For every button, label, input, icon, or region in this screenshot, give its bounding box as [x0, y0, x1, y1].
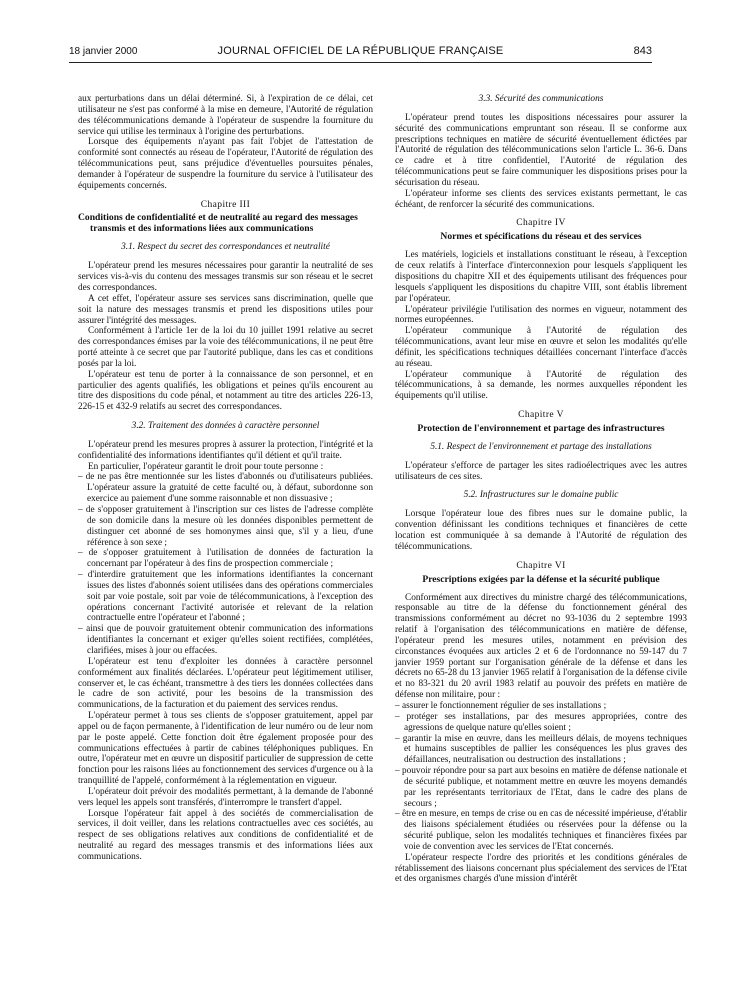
header-date: 18 janvier 2000	[69, 46, 138, 57]
list-item: – de ne pas être mentionnée sur les listes d'abonnés ou d'utilisateurs publiées. L'opérateur assure la gratuité de cette faculté ou, à défaut, subordonne son exercice au paiement d'une somme raisonnable et non dissuasive ;	[78, 472, 373, 505]
paragraph: aux perturbations dans un délai déterminé. Si, à l'expiration de ce délai, cet utilisateur ne s'est pas conformé à la mise en demeure, l'Autorité de régulation des télécommunications demande à l'opérateur de suspendre la fourniture du service qui utilise les terminaux à l'origine des perturbations.	[78, 94, 373, 137]
section-heading: 5.2. Infrastructures sur le domaine public	[463, 490, 619, 501]
list-item: – de s'opposer gratuitement à l'inscription sur ces listes de l'adresse complète de son domicile dans la mesure où les données disponibles permettent de distinguer cet abonné de ses homonymes ainsi que, s'il y a lieu, d'une référence à son sexe ;	[78, 505, 373, 548]
paragraph: Lorsque des équipements n'ayant pas fait l'objet de l'attestation de conformité sont connectés au réseau de l'opérateur, l'Autorité de régulation des télécommunications peut, sans préjudice d'éventuelles poursuites pénales, demander à l'opérateur de suspendre la fourniture du service à l'utilisateur des équipements concernés.	[78, 137, 373, 191]
section-heading: 3.3. Sécurité des communications	[478, 94, 604, 104]
paragraph: L'opérateur communique à l'Autorité de régulation des télécommunications, à sa demande, les normes auxquelles répondent les équipements qu'il utilise.	[395, 369, 687, 402]
paragraph: L'opérateur s'efforce de partager les sites radioélectriques avec les autres utilisateurs de ces sites.	[395, 460, 687, 482]
paragraph: Conformément aux directives du ministre chargé des télécommunications, responsable au titre de la défense du fonctionnement général des transmissions conformément au décret no 93-1036 du 2 septembre 1993 relatif à l'organisation des télécommunications en matière de défense, l'opérateur prend les mesures utiles, notamment en prévision des circonstances évoquées aux articles 2 et 6 de l'ordonnance no 59-147 du 7 janvier 1959 portant sur l'organisation générale de la défense et dans les décrets no 65-28 du 13 janvier 1965 relatif à l'organisation de la défense civile et no 83-321 du 20 avril 1983 relatif au pouvoir des préfets en matière de défense non militaire, pour :	[395, 592, 687, 701]
rights-list	[78, 472, 373, 656]
paragraph: L'opérateur privilégie l'utilisation des normes en vigueur, notamment des normes européennes.	[395, 304, 687, 326]
list-item: – ainsi que de pouvoir gratuitement obtenir communication des informations identifiantes la concernant et exiger qu'elles soient rectifiées, complétées, clarifiées, mises à jour ou effacées.	[78, 624, 373, 657]
list-item: – assurer le fonctionnement régulier de ses installations ;	[395, 701, 687, 712]
list-item: – d'interdire gratuitement que les informations identifiantes la concernant issues des listes d'abonnés soient utilisées dans des opérations commerciales soit par voie postale, soit par voie de télécommunications, à l'exception des opérations concernant l'activité autorisée et relevant de la relation contractuelle entre l'opérateur et l'abonné ;	[78, 570, 373, 624]
chapter-title: Normes et spécifications du réseau et des services	[440, 231, 642, 243]
paragraph: Les matériels, logiciels et installations constituant le réseau, à l'exception de ceux relatifs à l'interface d'interconnexion pour lesquels s'appliquent les dispositions du chapitre XII et des équipements utilisant des fréquences pour lesquels s'appliquent les dispositions du chapitre VIII, sont établis librement par l'opérateur.	[395, 250, 687, 304]
paragraph: A cet effet, l'opérateur assure ses services sans discrimination, quelle que soit la nature des messages transmis et prend les dispositions utiles pour assurer l'intégrité des messages.	[78, 293, 373, 326]
journal-title: JOURNAL OFFICIEL DE LA RÉPUBLIQUE FRANÇAISE	[217, 45, 504, 57]
paragraph: Lorsque l'opérateur loue des fibres nues sur le domaine public, la convention définissant les conditions techniques et financières de cette location est communiquée à sa demande à l'Autorité de régulation des télécommunications.	[395, 509, 687, 552]
chapter-heading: Chapitre VI	[516, 560, 566, 571]
section-heading: 3.2. Traitement des données à caractère personnel	[131, 421, 320, 432]
chapter-title: Protection de l'environnement et partage des infrastructures	[417, 422, 665, 434]
chapter-title: Prescriptions exigées par la défense et la sécurité publique	[422, 573, 660, 585]
left-column	[78, 94, 373, 863]
paragraph: Lorsque l'opérateur fait appel à des sociétés de commercialisation de services, il doit veiller, dans les relations contractuelles avec ces sociétés, au respect de ses obligations relatives aux conditions de confidentialité et de neutralité au regard des messages transmis et des informations liées aux communications.	[78, 808, 373, 862]
paragraph: L'opérateur communique à l'Autorité de régulation des télécommunications, avant leur mise en œuvre et selon les modalités qu'elle définit, les spécifications techniques détaillées concernant l'interface d'accès au réseau.	[395, 326, 687, 369]
paragraph: L'opérateur respecte l'ordre des priorités et les conditions générales de rétablissement des liaisons concernant plus spécialement des services de l'Etat et des organismes chargés d'une mission d'intérêt	[395, 852, 687, 885]
paragraph: L'opérateur permet à tous ses clients de s'opposer gratuitement, appel par appel ou de façon permanente, à l'identification de leur numéro ou de leur nom par le poste appelé. Cette fonction doit être également proposée pour des communications effectuées à partir de cabines téléphoniques publiques. En outre, l'opérateur met en œuvre un dispositif particulier de suppression de cette fonction pour les raisons liées au fonctionnement des services d'urgence ou à la tranquillité de l'appelé, conformément à la réglementation en vigueur.	[78, 711, 373, 787]
paragraph: L'opérateur est tenu d'exploiter les données à caractère personnel conformément aux finalités déclarées. L'opérateur peut légitimement utiliser, conserver et, le cas échéant, transmettre à des tiers les données collectées dans le cadre de son activité, pour les besoins de la transmission des communications, de la facturation et du paiement des services rendus.	[78, 656, 373, 711]
list-item: – de s'opposer gratuitement à l'utilisation de données de facturation la concernant par l'opérateur à des fins de prospection commerciale ;	[78, 548, 373, 570]
list-item: – garantir la mise en œuvre, dans les meilleurs délais, de moyens techniques et humains susceptibles de pallier les conséquences les plus graves des défaillances, neutralisation ou destruction des installations ;	[395, 734, 687, 767]
chapter-heading: Chapitre V	[518, 410, 564, 421]
paragraph: L'opérateur informe ses clients des services existants permettant, le cas échéant, de renforcer la sécurité des communications.	[395, 188, 687, 210]
page-header	[69, 44, 652, 62]
list-item: – pouvoir répondre pour sa part aux besoins en matière de défense nationale et de sécurité publique, et notamment mettre en œuvre les moyens demandés par les représentants territoriaux de l'Etat, dans le cadre des plans de secours ;	[395, 766, 687, 809]
paragraph: L'opérateur prend les mesures propres à assurer la protection, l'intégrité et la confidentialité des informations identifiantes qu'il détient et qu'il traite.	[78, 439, 373, 461]
list-item: – protéger ses installations, par des mesures appropriées, contre des agressions de quelque nature qu'elles soient ;	[395, 712, 687, 734]
header-rule	[69, 62, 652, 63]
paragraph: L'opérateur prend toutes les dispositions nécessaires pour assurer la sécurité des communications empruntant son réseau. Il se conforme aux prescriptions techniques en matière de sécurité éventuellement édictées par l'Autorité de régulation des télécommunications selon l'article L. 36-6. Dans ce cadre et à titre confidentiel, l'Autorité de régulation des télécommunications peut se faire communiquer les dispositions prises pour la sécurisation du réseau.	[395, 112, 687, 188]
paragraph: En particulier, l'opérateur garantit le droit pour toute personne :	[88, 461, 324, 472]
right-column	[395, 94, 687, 885]
paragraph: L'opérateur doit prévoir des modalités permettant, à la demande de l'abonné vers lequel les appels sont transférés, d'interrompre le transfert d'appel.	[78, 786, 373, 808]
section-heading: 5.1. Respect de l'environnement et partage des installations	[430, 441, 652, 452]
defense-list	[395, 701, 687, 853]
list-item: – être en mesure, en temps de crise ou en cas de nécessité impérieuse, d'établir des liaisons spécialement étudiées ou réservées pour la défense ou la sécurité publique, selon les modalités techniques et financières fixées par voie de convention avec les services de l'Etat concernés.	[395, 809, 687, 852]
chapter-heading: Chapitre III	[200, 199, 251, 210]
paragraph: L'opérateur prend les mesures nécessaires pour garantir la neutralité de ses services vis-à-vis du contenu des messages transmis sur son réseau et le secret des correspondances.	[78, 261, 373, 293]
paragraph: Conformément à l'article 1er de la loi du 10 juillet 1991 relative au secret des correspondances émises par la voie des télécommunications, il ne peut être porté atteinte à ce secret que par l'autorité publique, dans les cas et conditions posés par la loi.	[78, 326, 373, 369]
page-number: 843	[633, 45, 652, 57]
chapter-heading: Chapitre IV	[516, 218, 566, 229]
paragraph: L'opérateur est tenu de porter à la connaissance de son personnel, et en particulier des agents qualifiés, les obligations et peines qu'ils encourent au titre des dispositions du code pénal, et notamment au titre des articles 226-13, 226-15 et 432-9 relatifs au secret des correspondances.	[78, 369, 373, 413]
section-heading: 3.1. Respect du secret des correspondances et neutralité	[121, 242, 330, 253]
chapter-title: Conditions de confidentialité et de neutralité au regard des messages transmis et des informations liées aux communications	[78, 212, 358, 235]
